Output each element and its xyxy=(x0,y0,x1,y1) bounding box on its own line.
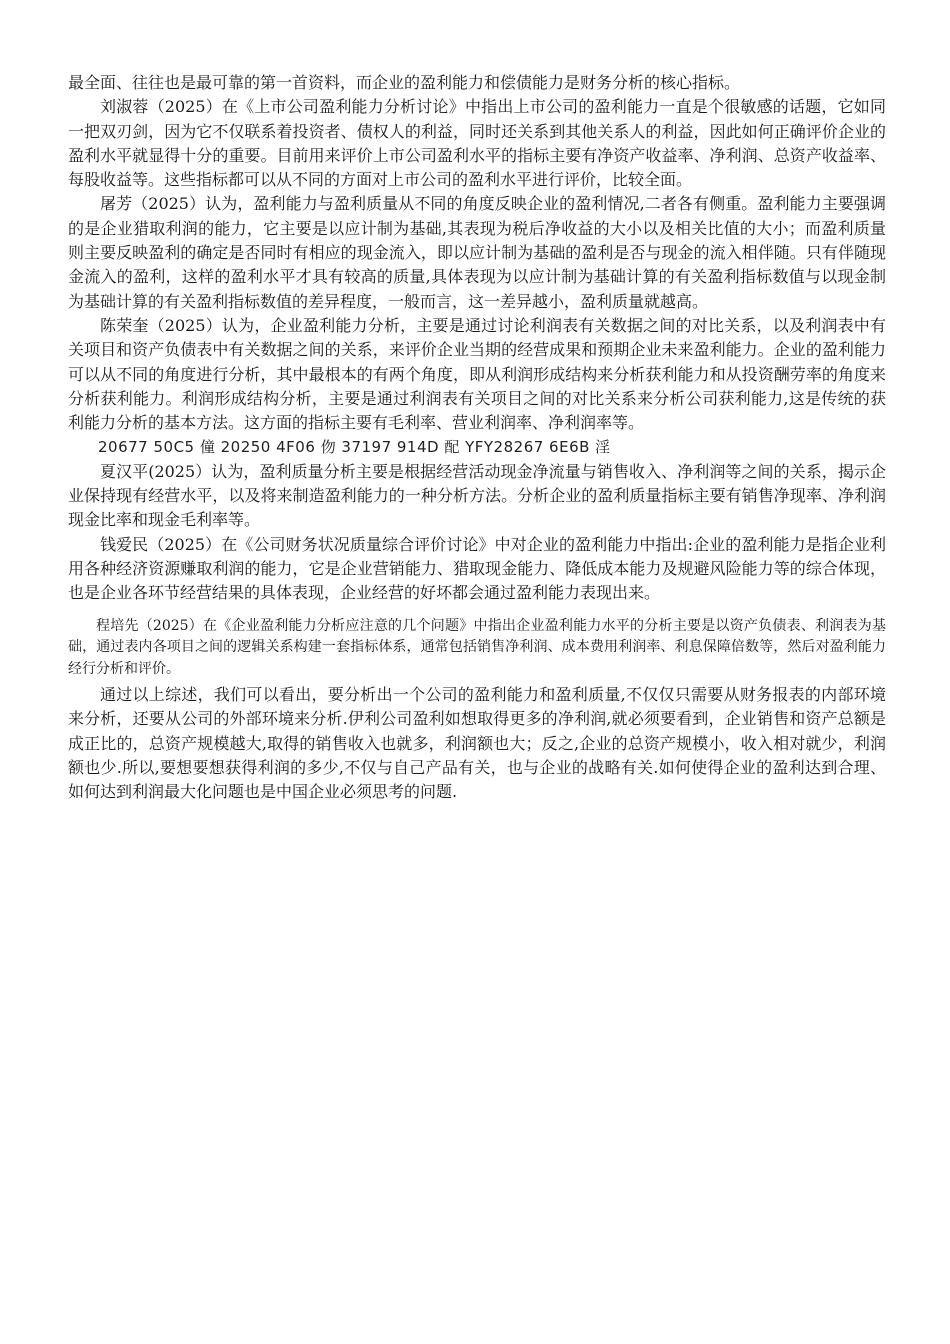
paragraph-intro-continuation: 最全面、往往也是最可靠的第一首资料，而企业的盈利能力和偿债能力是财务分析的核心指标。 xyxy=(68,73,741,92)
paragraph-chen-rongkui: 陈荣奎（2025）认为，企业盈利能力分析，主要是通过讨论利润表有关数据之间的对比关系，以及利润表中有关项目和资产负债表中有关数据之间的关系，来评价企业当期的经营成果和预期企业未来盈利能力。企业的盈利能力可以从不同的角度进行分析，其中最根本的有两个角度，即从利润形成结构来分析获利能力和从投资酬劳率的角度来分析获利能力。利润形成结构分析，主要是通过利润表有关项目之间的对比关系来分析公司获利能力,这是传统的获利能力分析的基本方法。这方面的指标主要有毛利率、营业利润率、净利润率等。 xyxy=(68,315,886,433)
document-page xyxy=(68,71,886,805)
paragraph-xia-hanping: 夏汉平(2025）认为，盈利质量分析主要是根据经营活动现金净流量与销售收入、净利润等之间的关系，揭示企业保持现有经营水平，以及将来制造盈利能力的一种分析方法。分析企业的盈利质量指标主要有销售净现率、净利润现金比率和现金毛利率等。 xyxy=(68,461,886,530)
paragraph-summary: 通过以上综述，我们可以看出，要分析出一个公司的盈利能力和盈利质量,不仅仅只需要从财务报表的内部环境来分析，还要从公司的外部环境来分析.伊利公司盈利如想取得更多的净利润,就必须要看到，企业销售和资产总额是成正比的，总资产规模越大,取得的销售收入也就多，利润额也大；反之,企业的总资产规模小，收入相对就少，利润额也少.所以,要想要想获得利润的多少,不仅与自己产品有关，也与企业的战略有关.如何使得企业的盈利达到合理、如何达到利润最大化问题也是中国企业必须思考的问题. xyxy=(68,685,886,802)
paragraph-encoded-line: 20677 50C5 僮 20250 4F06 伆 37197 914D 配 YFY28267 6E6B 淫 xyxy=(98,438,611,457)
paragraph-tu-fang: 屠芳（2025）认为，盈利能力与盈利质量从不同的角度反映企业的盈利情况,二者各有侧重。盈利能力主要强调的是企业猎取利润的能力，它主要是以应计制为基础,其表现为税后净收益的大小以及相关比值的大小；而盈利质量则主要反映盈利的确定是否同时有相应的现金流入，即以应计制为基础的盈利是否与现金的流入相伴随。只有伴随现金流入的盈利，这样的盈利水平才具有较高的质量,具体表现为以应计制为基础计算的有关盈利指标数值与以现金制为基础计算的有关盈利指标数值的差异程度，一般而言，这一差异越小，盈利质量就越高。 xyxy=(68,194,886,311)
paragraph-cheng-peixian: 程培先（2025）在《企业盈利能力分析应注意的几个问题》中指出企业盈利能力水平的分析主要是以资产负债表、利润表为基础，通过表内各项目之间的逻辑关系构建一套指标体系，通常包括销售净利润、成本费用利润率、利息保障倍数等，然后对盈利能力经行分析和评价。 xyxy=(68,617,886,677)
paragraph-qian-aimin: 钱爱民（2025）在《公司财务状况质量综合评价讨论》中对企业的盈利能力中指出:企业的盈利能力是指企业利用各种经济资源赚取利润的能力，它是企业营销能力、猎取现金能力、降低成本能力及规避风险能力等的综合体现，也是企业各环节经营结果的具体表现，企业经营的好坏都会通过盈利能力表现出来。 xyxy=(68,534,886,603)
paragraph-liu-shurong: 刘淑蓉（2025）在《上市公司盈利能力分析讨论》中指出上市公司的盈利能力一直是个很敏感的话题，它如同一把双刃剑，因为它不仅联系着投资者、债权人的利益，同时还关系到其他关系人的利益，因此如何正确评价企业的盈利水平就显得十分的重要。目前用来评价上市公司盈利水平的指标主要有净资产收益率、净利润、总资产收益率、每股收益等。这些指标都可以从不同的方面对上市公司的盈利水平进行评价，比较全面。 xyxy=(68,97,886,190)
